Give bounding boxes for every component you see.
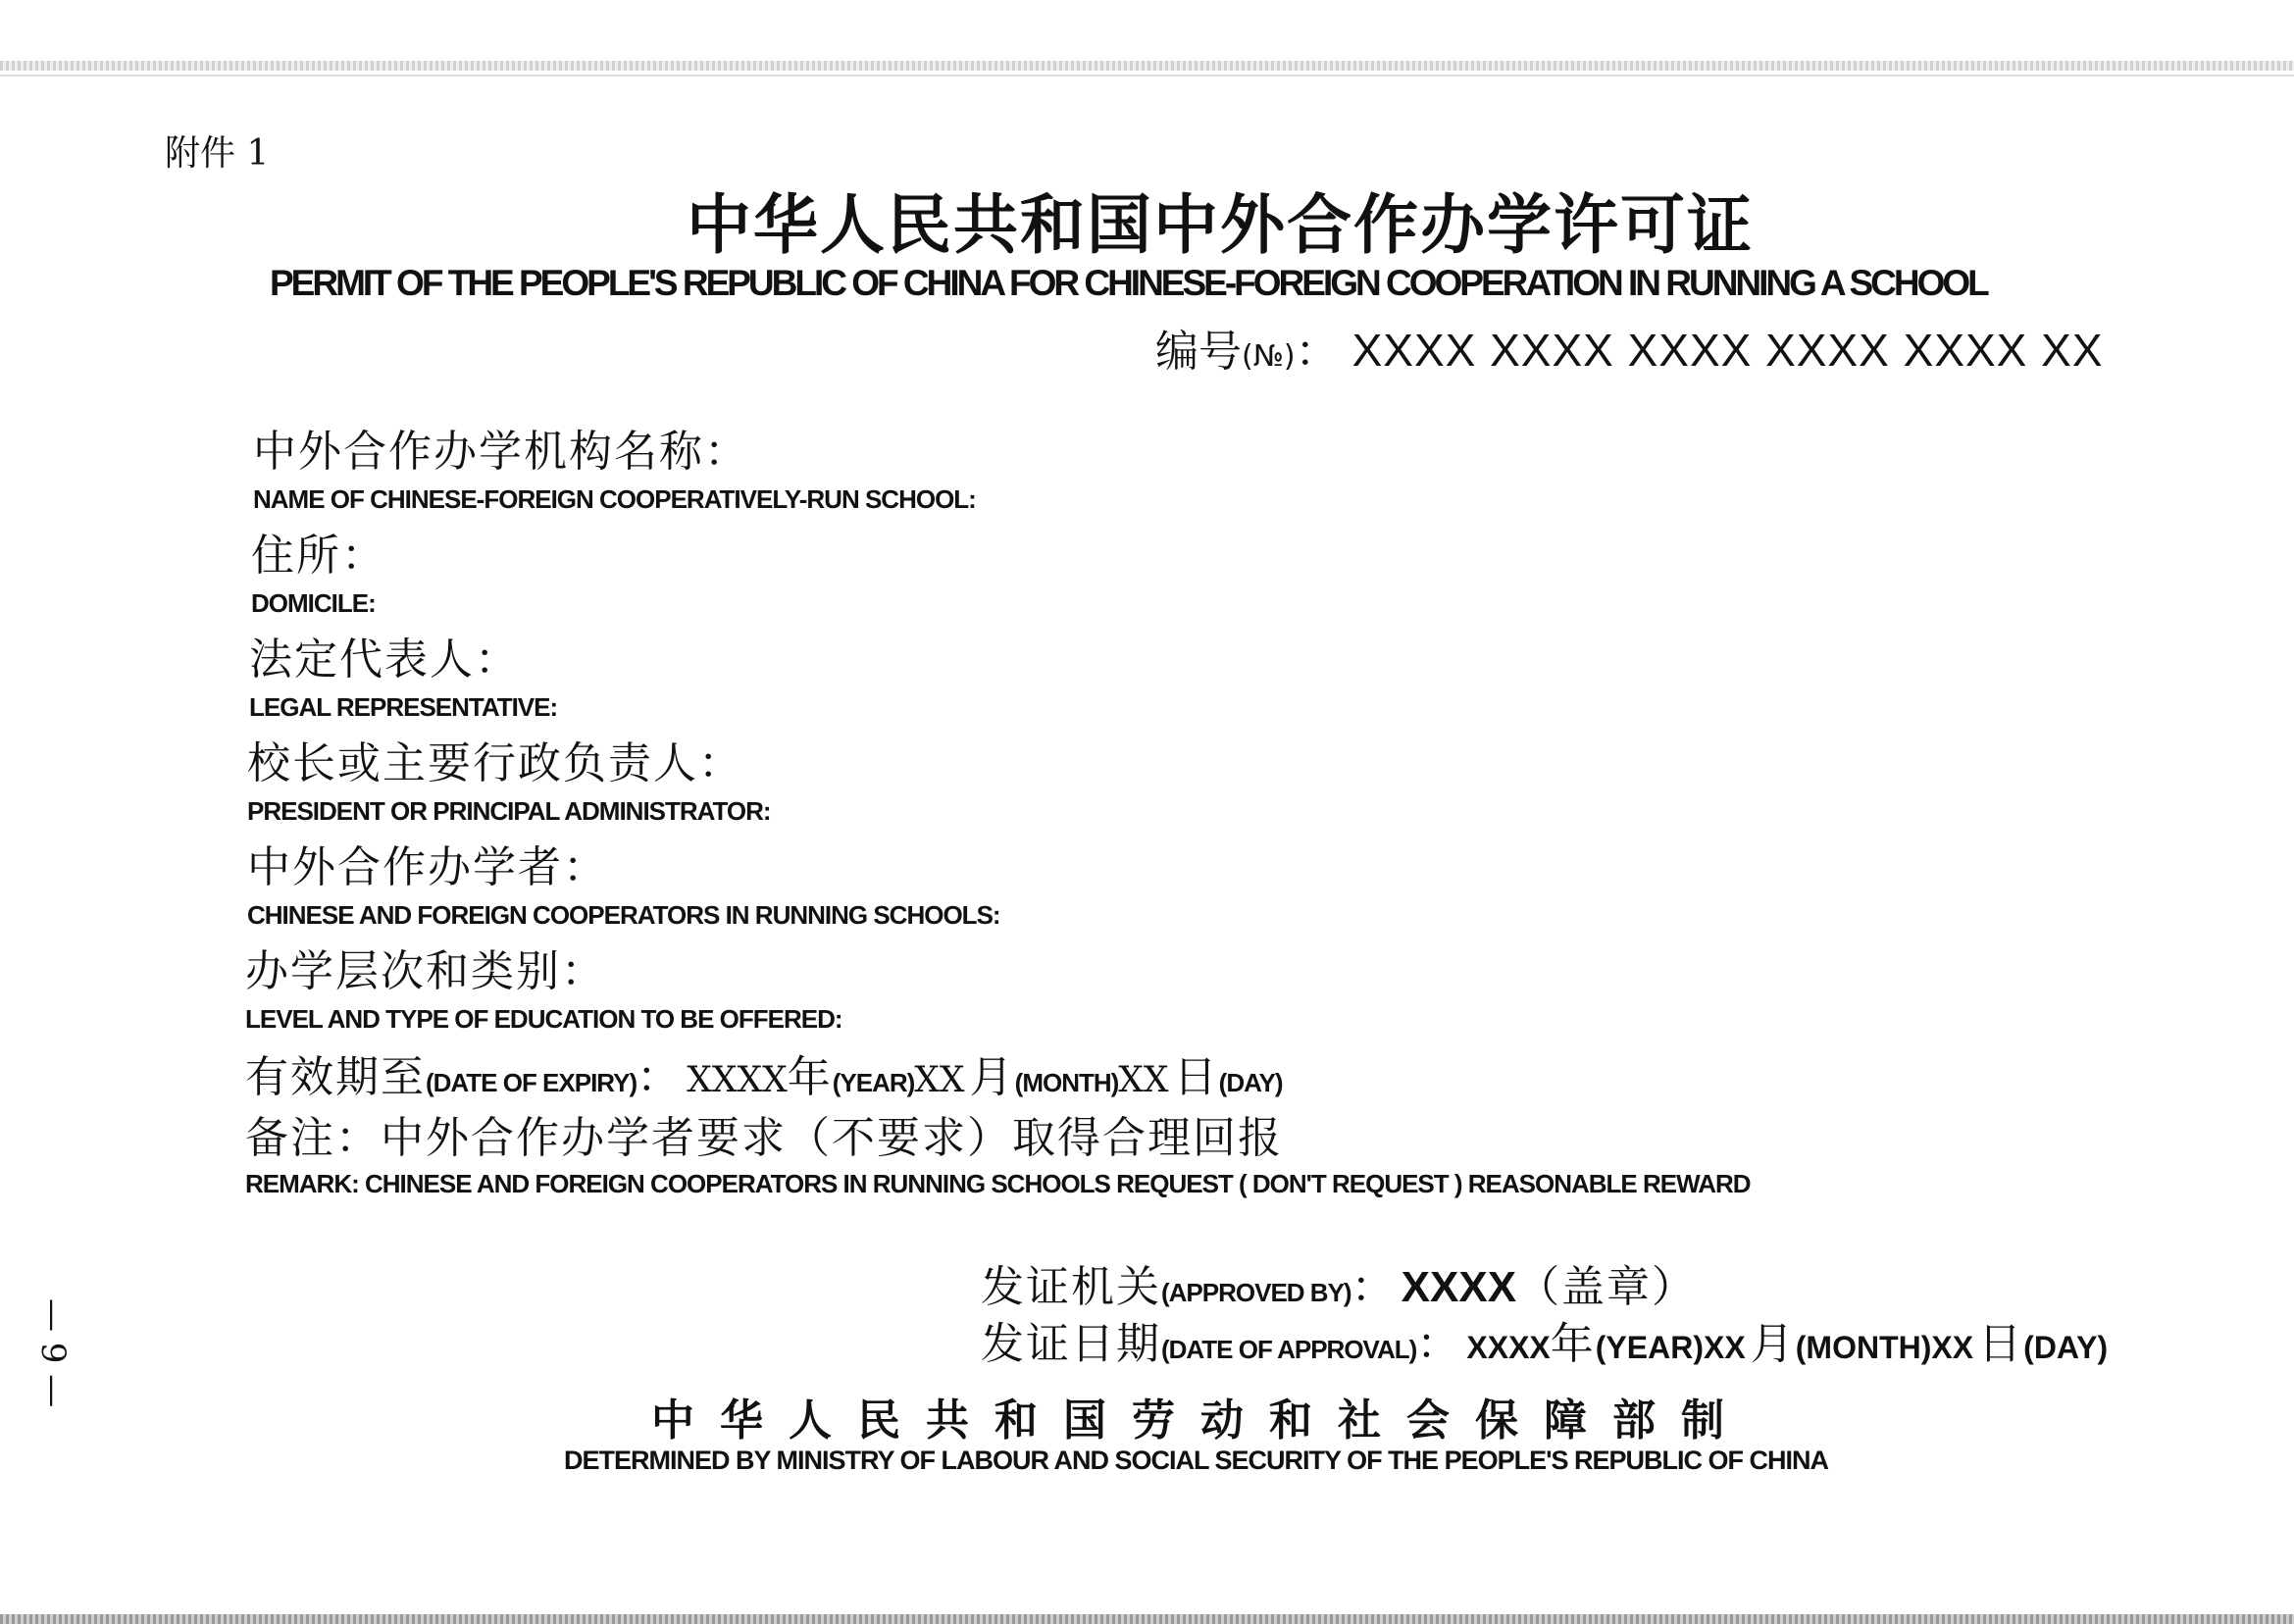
field-education-level	[245, 936, 842, 1035]
field-label-cn: 校长或主要行政负责人：	[247, 738, 743, 788]
title-chinese: 中华人民共和国中外合作办学许可证	[687, 187, 1754, 263]
expiry-month-en: (MONTH)	[1014, 1068, 1119, 1097]
field-label-cn: 住所：	[251, 531, 386, 581]
approval-day-en: (DAY)	[2023, 1330, 2109, 1365]
remark-cn: 备注：中外合作办学者要求（不要求）取得合理回报	[245, 1113, 1283, 1163]
expiry-colon: ：	[637, 1052, 683, 1102]
field-domicile	[251, 520, 386, 619]
expiry-label-en: (DATE OF EXPIRY)	[426, 1068, 637, 1097]
field-label-cn: 办学层次和类别：	[245, 946, 606, 996]
approval-day-value: XX	[1931, 1330, 1974, 1365]
title-english: PERMIT OF THE PEOPLE'S REPUBLIC OF CHINA FOR CHINESE-FOREIGN COOPERATION IN RUNNING A SCHOOL	[270, 263, 1987, 303]
approval-year-en: (YEAR)	[1595, 1330, 1704, 1365]
attachment-label: 附件 1	[165, 133, 270, 174]
approval-date-label-cn: 发证日期	[981, 1319, 1161, 1369]
approval-date-label-en: (DATE OF APPROVAL)	[1161, 1335, 1417, 1364]
field-label-cn: 法定代表人：	[249, 634, 520, 685]
ministry-chinese: 中华人民共和国劳动和社会保障部制	[651, 1396, 1750, 1446]
expiry-day-en: (DAY)	[1218, 1068, 1283, 1097]
page-number: — 9 —	[33, 1298, 73, 1408]
approval-month-cn: 月	[1750, 1319, 1796, 1369]
field-label-en: LEVEL AND TYPE OF EDUCATION TO BE OFFERED:	[245, 1004, 842, 1034]
expiry-day-cn: 日	[1173, 1052, 1219, 1102]
expiry-month-cn: 月	[969, 1052, 1015, 1102]
approved-colon: ：	[1351, 1262, 1397, 1312]
permit-number-row	[1155, 316, 2104, 379]
approval-day-cn: 日	[1978, 1319, 2024, 1369]
expiry-year-en: (YEAR)	[832, 1068, 915, 1097]
expiry-year-value: XXXX	[687, 1060, 788, 1100]
field-cooperators	[247, 832, 1000, 931]
field-label-en: NAME OF CHINESE-FOREIGN COOPERATIVELY-RUN SCHOOL:	[253, 484, 976, 514]
remark-en: REMARK: CHINESE AND FOREIGN COOPERATORS IN RUNNING SCHOOLS REQUEST ( DON'T REQUEST ) REASONABLE REWARD	[245, 1169, 1751, 1198]
field-label-cn: 中外合作办学者：	[247, 842, 608, 892]
number-colon: ：	[1295, 327, 1339, 377]
expiry-year-cn: 年	[787, 1052, 833, 1102]
permit-number-value: XXXX XXXX XXXX XXXX XXXX XX	[1351, 325, 2104, 376]
approved-label-en: (APPROVED BY)	[1161, 1278, 1351, 1307]
approved-label-cn: 发证机关	[981, 1262, 1161, 1312]
expiry-month-value: XX	[914, 1060, 965, 1100]
approved-by-row	[981, 1251, 1697, 1314]
expiry-day-value: XX	[1118, 1060, 1169, 1100]
approved-by-value: XXXX	[1401, 1263, 1517, 1311]
approval-year-cn: 年	[1550, 1319, 1596, 1369]
ministry-english: DETERMINED BY MINISTRY OF LABOUR AND SOCIAL SECURITY OF THE PEOPLE'S REPUBLIC OF CHINA	[564, 1446, 1829, 1475]
field-label-en: PRESIDENT OR PRINCIPAL ADMINISTRATOR:	[247, 796, 771, 826]
field-president	[247, 728, 771, 827]
scan-edge-top	[0, 61, 2294, 71]
field-label-en: DOMICILE:	[251, 588, 376, 618]
number-label-en: (№)	[1242, 339, 1296, 374]
approval-month-en: (MONTH)	[1795, 1330, 1932, 1365]
field-label-en: LEGAL REPRESENTATIVE:	[249, 692, 558, 722]
field-label-en: CHINESE AND FOREIGN COOPERATORS IN RUNNING SCHOOLS:	[247, 900, 1000, 930]
number-label-cn: 编号	[1155, 327, 1242, 377]
seal-label: （盖章）	[1516, 1262, 1698, 1312]
expiry-row	[245, 1041, 1282, 1104]
field-legal-representative	[249, 624, 557, 723]
approval-year-value: XXXX	[1466, 1330, 1551, 1365]
remark-block	[245, 1102, 1751, 1199]
approval-date-colon: ：	[1416, 1319, 1462, 1369]
field-school-name	[253, 416, 976, 515]
scan-edge-line	[0, 75, 2294, 76]
scan-edge-bottom	[0, 1614, 2294, 1624]
approval-month-value: XX	[1703, 1330, 1746, 1365]
field-label-cn: 中外合作办学机构名称：	[253, 427, 749, 477]
approval-date-row	[981, 1308, 2108, 1371]
expiry-label-cn: 有效期至	[245, 1052, 426, 1102]
